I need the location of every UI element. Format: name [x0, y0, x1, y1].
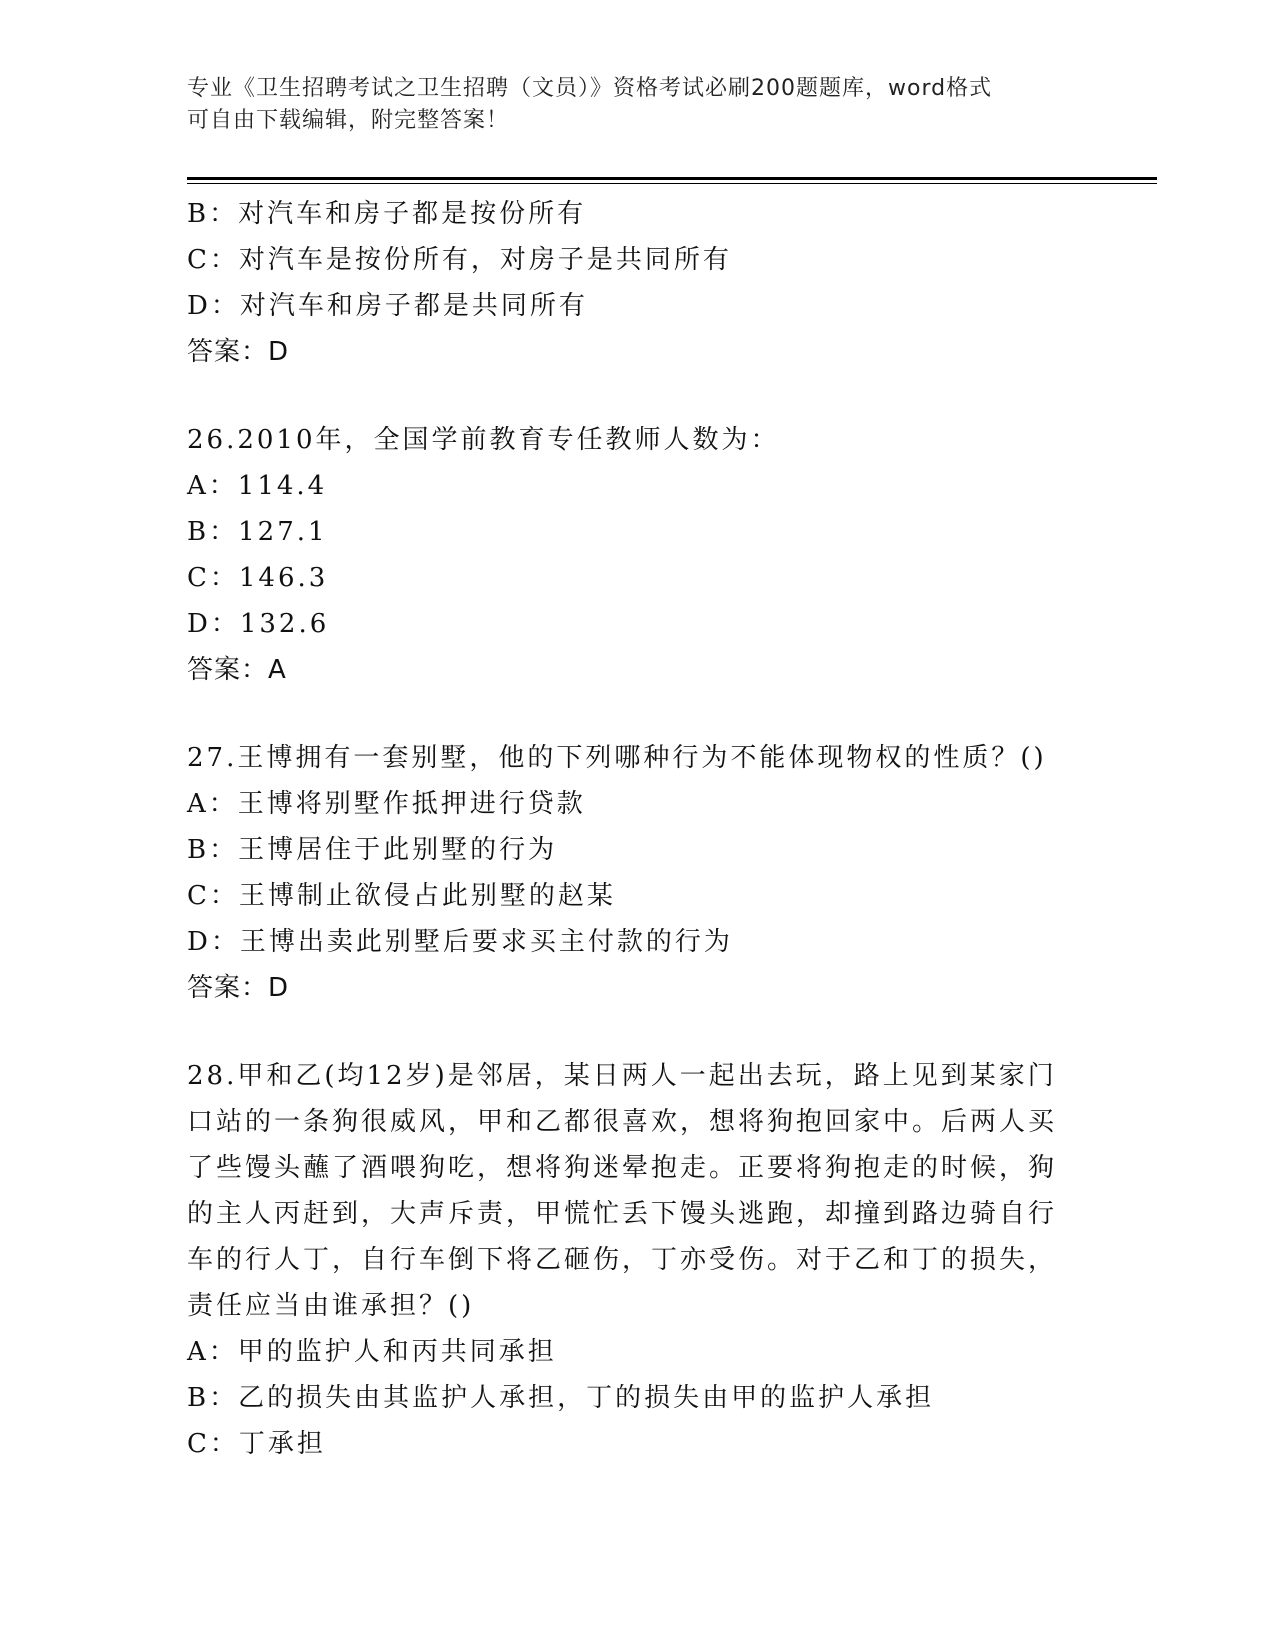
- question-26-block: [187, 417, 1067, 693]
- option-b: B：127.1: [187, 517, 328, 547]
- question-text-line: 了些馒头蘸了酒喂狗吃，想将狗迷晕抱走。正要将狗抱走的时候，狗: [187, 1153, 1058, 1183]
- answer: 答案：D: [187, 973, 290, 1003]
- document-body: [187, 191, 1067, 1467]
- option-d: D：对汽车和房子都是共同所有: [187, 291, 588, 321]
- question-text: 26.2010年，全国学前教育专任教师人数为：: [187, 425, 780, 455]
- question-28-block: [187, 1053, 1067, 1467]
- option-c: C：对汽车是按份所有，对房子是共同所有: [187, 245, 732, 275]
- option-c: C：王博制止欲侵占此别墅的赵某: [187, 881, 616, 911]
- option-c: C：丁承担: [187, 1429, 326, 1459]
- option-b: B：乙的损失由其监护人承担，丁的损失由甲的监护人承担: [187, 1383, 935, 1413]
- option-a: A：王博将别墅作抵押进行贷款: [187, 789, 586, 819]
- answer: 答案：D: [187, 337, 290, 367]
- question-text: 27.王博拥有一套别墅，他的下列哪种行为不能体现物权的性质？(): [187, 743, 1047, 773]
- document-header: [187, 73, 1067, 137]
- question-text-line: 车的行人丁，自行车倒下将乙砸伤，丁亦受伤。对于乙和丁的损失，: [187, 1245, 1058, 1275]
- question-27-block: [187, 735, 1067, 1011]
- spacer: [187, 693, 1067, 735]
- option-a: A：甲的监护人和丙共同承担: [187, 1337, 557, 1367]
- option-d: D：132.6: [187, 609, 330, 639]
- question-text-line: 责任应当由谁承担？(): [187, 1291, 475, 1321]
- question-text-line: 的主人丙赶到，大声斥责，甲慌忙丢下馒头逃跑，却撞到路边骑自行: [187, 1199, 1058, 1229]
- option-b: B：王博居住于此别墅的行为: [187, 835, 558, 865]
- question-text-line: 口站的一条狗很威风，甲和乙都很喜欢，想将狗抱回家中。后两人买: [187, 1107, 1058, 1137]
- spacer: [187, 375, 1067, 417]
- spacer: [187, 1011, 1067, 1053]
- header-line-2: 可自由下载编辑，附完整答案！: [187, 108, 510, 133]
- option-b: B：对汽车和房子都是按份所有: [187, 199, 587, 229]
- header-rule-thin: [187, 183, 1157, 184]
- answer: 答案：A: [187, 655, 287, 685]
- option-c: C：146.3: [187, 563, 329, 593]
- question-text-line: 28.甲和乙(均12岁)是邻居，某日两人一起出去玩，路上见到某家门: [187, 1061, 1057, 1091]
- header-line-1: 专业《卫生招聘考试之卫生招聘（文员）》资格考试必刷200题题库，word格式: [187, 76, 993, 101]
- question-25-block: [187, 191, 1067, 375]
- option-a: A：114.4: [187, 471, 328, 501]
- header-rule-thick: [187, 177, 1157, 180]
- option-d: D：王博出卖此别墅后要求买主付款的行为: [187, 927, 733, 957]
